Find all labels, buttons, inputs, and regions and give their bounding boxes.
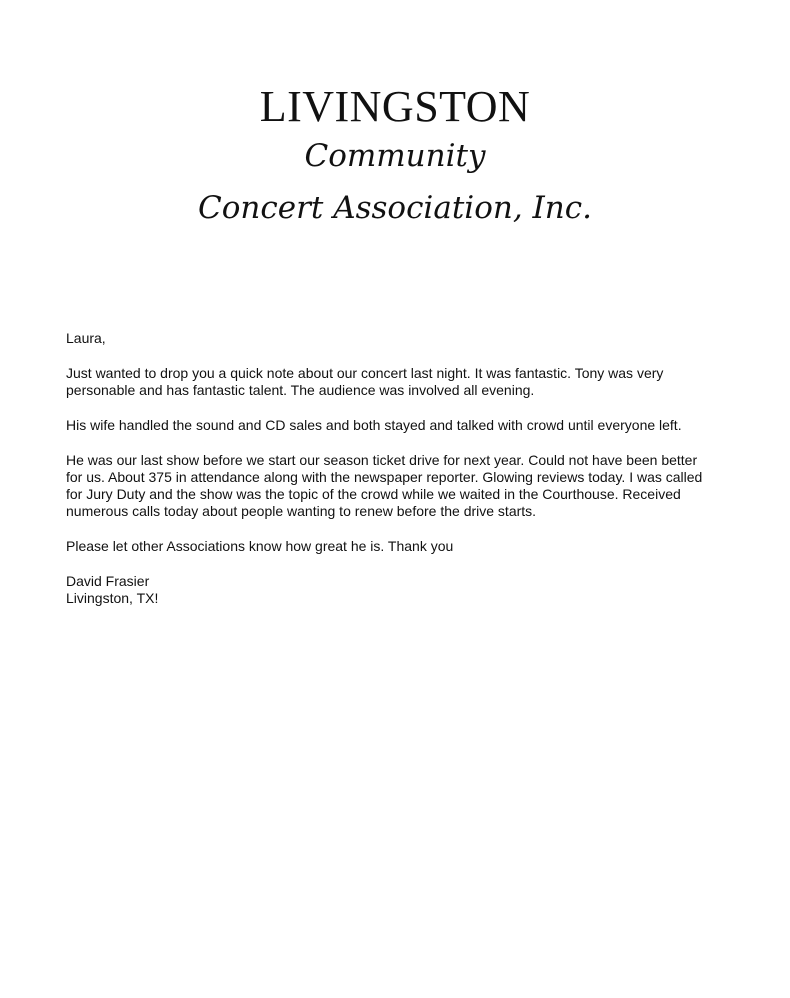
paragraph-2: His wife handled the sound and CD sales and both stayed and talked with crowd until everyone left. xyxy=(66,417,682,433)
salutation: Laura, xyxy=(66,330,106,346)
letterhead xyxy=(0,82,790,226)
signature xyxy=(66,573,716,607)
letterhead-community: Community xyxy=(304,138,486,174)
signature-location: Livingston, TX! xyxy=(66,590,159,606)
paragraph-1: Just wanted to drop you a quick note about our concert last night. It was fantastic. Tony was very personable and has fantastic talent. The audience was involved all evening. xyxy=(66,365,664,398)
paragraph-3: He was our last show before we start our season ticket drive for next year. Could not have been better for us. About 375 in attendance along with the newspaper reporter. Glowing reviews today. I was called for Jury Duty and the show was the topic of the crowd while we waited in the Courthouse. Received numerous calls today about people wanting to renew before the drive starts. xyxy=(66,452,703,519)
letterhead-title: LIVINGSTON xyxy=(259,82,531,131)
signature-name: David Frasier xyxy=(66,573,150,589)
letter-body xyxy=(66,330,716,607)
letterhead-association: Concert Association, Inc. xyxy=(198,190,592,226)
paragraph-4: Please let other Associations know how great he is. Thank you xyxy=(66,538,454,554)
